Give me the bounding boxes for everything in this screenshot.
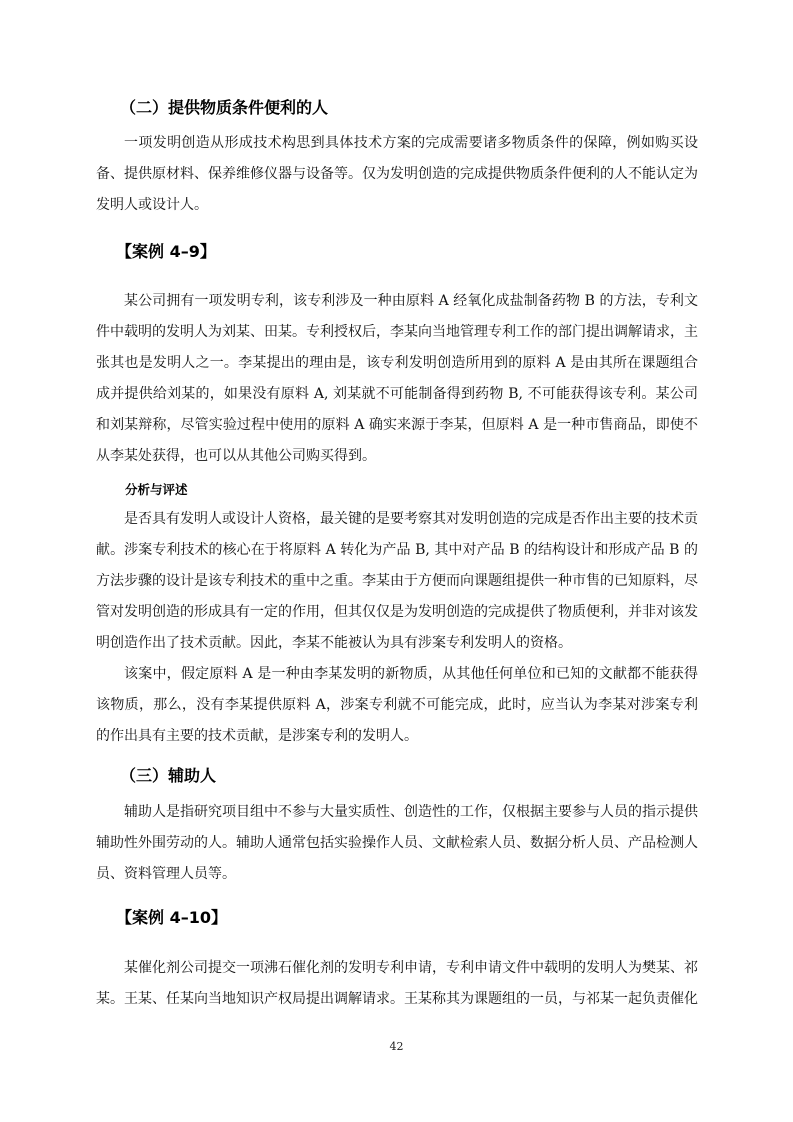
paragraph-analysis-1: 是否具有发明人或设计人资格，最关键的是要考察其对发明创造的完成是否作出主要的技术贡献。涉案专利技术的核心在于将原料 A 转化为产品 B, 其中对产品 B 的结构设计和形成产品 B 的方法步骤的设计是该专利技术的重中之重。李某由于方便而向课题组提供一种市售的已知原料，尽管对发明创造的形成具有一定的作用，但其仅仅是为发明创造的完成提供了物质便利，并非对该发明创造作出了技术贡献。因此，李某不能被认为具有涉案专利发明人的资格。 — [96, 511, 698, 651]
paragraph-assistants: 辅助人是指研究项目组中不参与大量实质性、创造性的工作，仅根据主要参与人员的指示提供辅助性外围劳动的人。辅助人通常包括实验操作人员、文献检索人员、数据分析人员、产品检测人员、资料管理人员等。 — [96, 804, 698, 882]
paragraph-case-4-10: 某催化剂公司提交一项沸石催化剂的发明专利申请，专利申请文件中载明的发明人为樊某、祁某。王某、任某向当地知识产权局提出调解请求。王某称其为课题组的一员，与祁某一起负责催化 — [96, 960, 698, 1007]
case-label-4-9: 【案例 4–9】 — [116, 242, 216, 261]
paragraph-provide-conditions: 一项发明创造从形成技术构思到具体技术方案的完成需要诸多物质条件的保障，例如购买设备、提供原材料、保养维修仪器与设备等。仅为发明创造的完成提供物质条件便利的人不能认定为发明人或设计人。 — [96, 135, 698, 213]
paragraph-analysis-2: 该案中，假定原料 A 是一种由李某发明的新物质，从其他任何单位和已知的文献都不能获得该物质，那么，没有李某提供原料 A，涉案专利就不可能完成，此时，应当认为李某对涉案专利的作出具有主要的技术贡献，是涉案专利的发明人。 — [96, 666, 698, 744]
case-label-4-10: 【案例 4–10】 — [116, 908, 227, 927]
page-number: 42 — [389, 1040, 404, 1053]
section-heading-provide-conditions: （二）提供物质条件便利的人 — [120, 98, 329, 117]
paragraph-case-4-9: 某公司拥有一项发明专利，该专利涉及一种由原料 A 经氧化成盐制备药物 B 的方法，专利文件中载明的发明人为刘某、田某。专利授权后，李某向当地管理专利工作的部门提出调解请求，主张其也是发明人之一。李某提出的理由是，该专利发明创造所用到的原料 A 是由其所在课题组合成并提供给刘某的，如果没有原料 A, 刘某就不可能制备得到药物 B, 不可能获得该专利。某公司和刘某辩称，尽管实验过程中使用的原料 A 确实来源于李某，但原料 A 是一种市售商品，即使不从李某处获得，也可以从其他公司购买得到。 — [96, 293, 698, 464]
analysis-label: 分析与评述 — [125, 482, 188, 497]
section-heading-assistants: （三）辅助人 — [120, 766, 217, 785]
